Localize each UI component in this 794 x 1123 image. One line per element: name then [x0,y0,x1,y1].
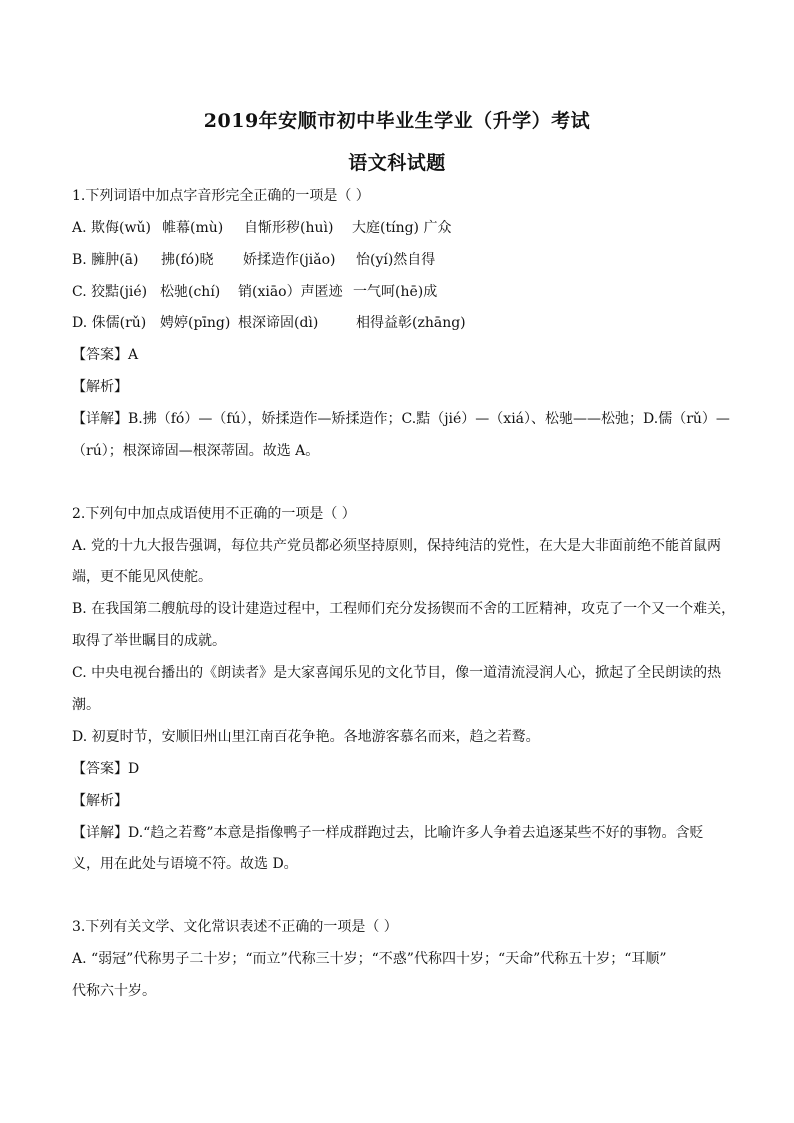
q1-option-a-4: 大庭(tíng) 广众 [352,220,452,236]
q3-option-a-line-2: 代称六十岁。 [72,983,156,999]
q1-option-a-1: A. 欺侮(wǔ) [72,220,151,236]
q2-option-c-line-2: 潮。 [72,697,100,713]
q3-stem: 3.下列有关文学、文化常识表述不正确的一项是（ ） [72,919,398,935]
q2-option-a-line-2: 端，更不能见风使舵。 [72,569,212,585]
exam-subtitle: 语文科试题 [348,152,446,174]
q2-analysis-label: 【解析】 [72,793,128,809]
q1-option-b-4: 怡(yí)然自得 [356,252,436,268]
q1-option-a-2: 帷幕(mù) [162,220,224,236]
q1-option-c-1: C. 狡黠(jié) [72,284,148,300]
q1-analysis-label: 【解析】 [72,379,128,395]
q1-option-a-3: 自惭形秽(huì) [244,220,334,236]
q1-option-d-1: D. 侏儒(rǔ) [72,315,147,331]
q1-option-d-3: 根深谛固(dì) [238,315,319,331]
q1-option-b-1: B. 臃肿(ā) [72,252,139,268]
q1-option-d [72,314,466,332]
q2-detail-line-1: 【详解】D.“趋之若鹜”本意是指像鸭子一样成群跑过去，比喻许多人争着去追逐某些不好的事物。含贬 [72,825,704,841]
q1-option-d-4: 相得益彰(zhāng) [356,315,466,331]
q3-option-a-line-1: A. “弱冠”代称男子二十岁；“而立”代称三十岁；“不惑”代称四十岁；“天命”代称五十岁；“耳顺” [72,951,667,967]
q2-stem: 2.下列句中加点成语使用不正确的一项是（ ） [72,506,356,522]
q2-option-a-line-1: A. 党的十九大报告强调，每位共产党员都必须坚持原则，保持纯洁的党性，在大是大非面前绝不能首鼠两 [72,538,722,554]
q2-option-d: D. 初夏时节，安顺旧州山里江南百花争艳。各地游客慕名而来，趋之若鹜。 [72,729,540,745]
q1-option-b-3: 娇揉造作(jiǎo) [243,252,336,268]
q1-option-c-3: 销(xiāo）声匿迹 [238,284,343,300]
exam-title: 2019年安顺市初中毕业生学业（升学）考试 [203,110,591,132]
q1-detail-line-2: （rú）；根深谛固—根深蒂固。故选 A。 [72,443,320,459]
q2-option-b-line-1: B. 在我国第二艘航母的设计建造过程中，工程师们充分发扬锲而不舍的工匠精神，攻克了一个又一个难关， [72,601,736,617]
q1-option-a [72,219,451,237]
q1-option-c-4: 一气呵(hē)成 [353,284,438,300]
q1-answer: 【答案】A [72,347,139,363]
q1-option-c [72,283,437,301]
q2-detail-line-2: 义，用在此处与语境不符。故选 D。 [72,856,298,872]
q2-option-b-line-2: 取得了举世瞩目的成就。 [72,633,226,649]
q1-detail-line-1: 【详解】B.拂（fó）—（fú），娇揉造作—矫揉造作；C.黠（jié）—（xiá）、松驰——松弛；D.儒（rǔ）— [72,411,730,427]
q2-option-c-line-1: C. 中央电视台播出的《朗读者》是大家喜闻乐见的文化节目，像一道清流浸润人心，掀起了全民朗读的热 [72,665,722,681]
q1-option-b-2: 拂(fó)晓 [161,252,214,268]
q1-option-b [72,251,435,269]
q1-option-d-2: 娉婷(pīng) [160,315,231,331]
q2-answer: 【答案】D [72,761,140,777]
q1-stem: 1.下列词语中加点字音形完全正确的一项是（ ） [72,188,370,204]
q1-option-c-2: 松驰(chí) [160,284,221,300]
